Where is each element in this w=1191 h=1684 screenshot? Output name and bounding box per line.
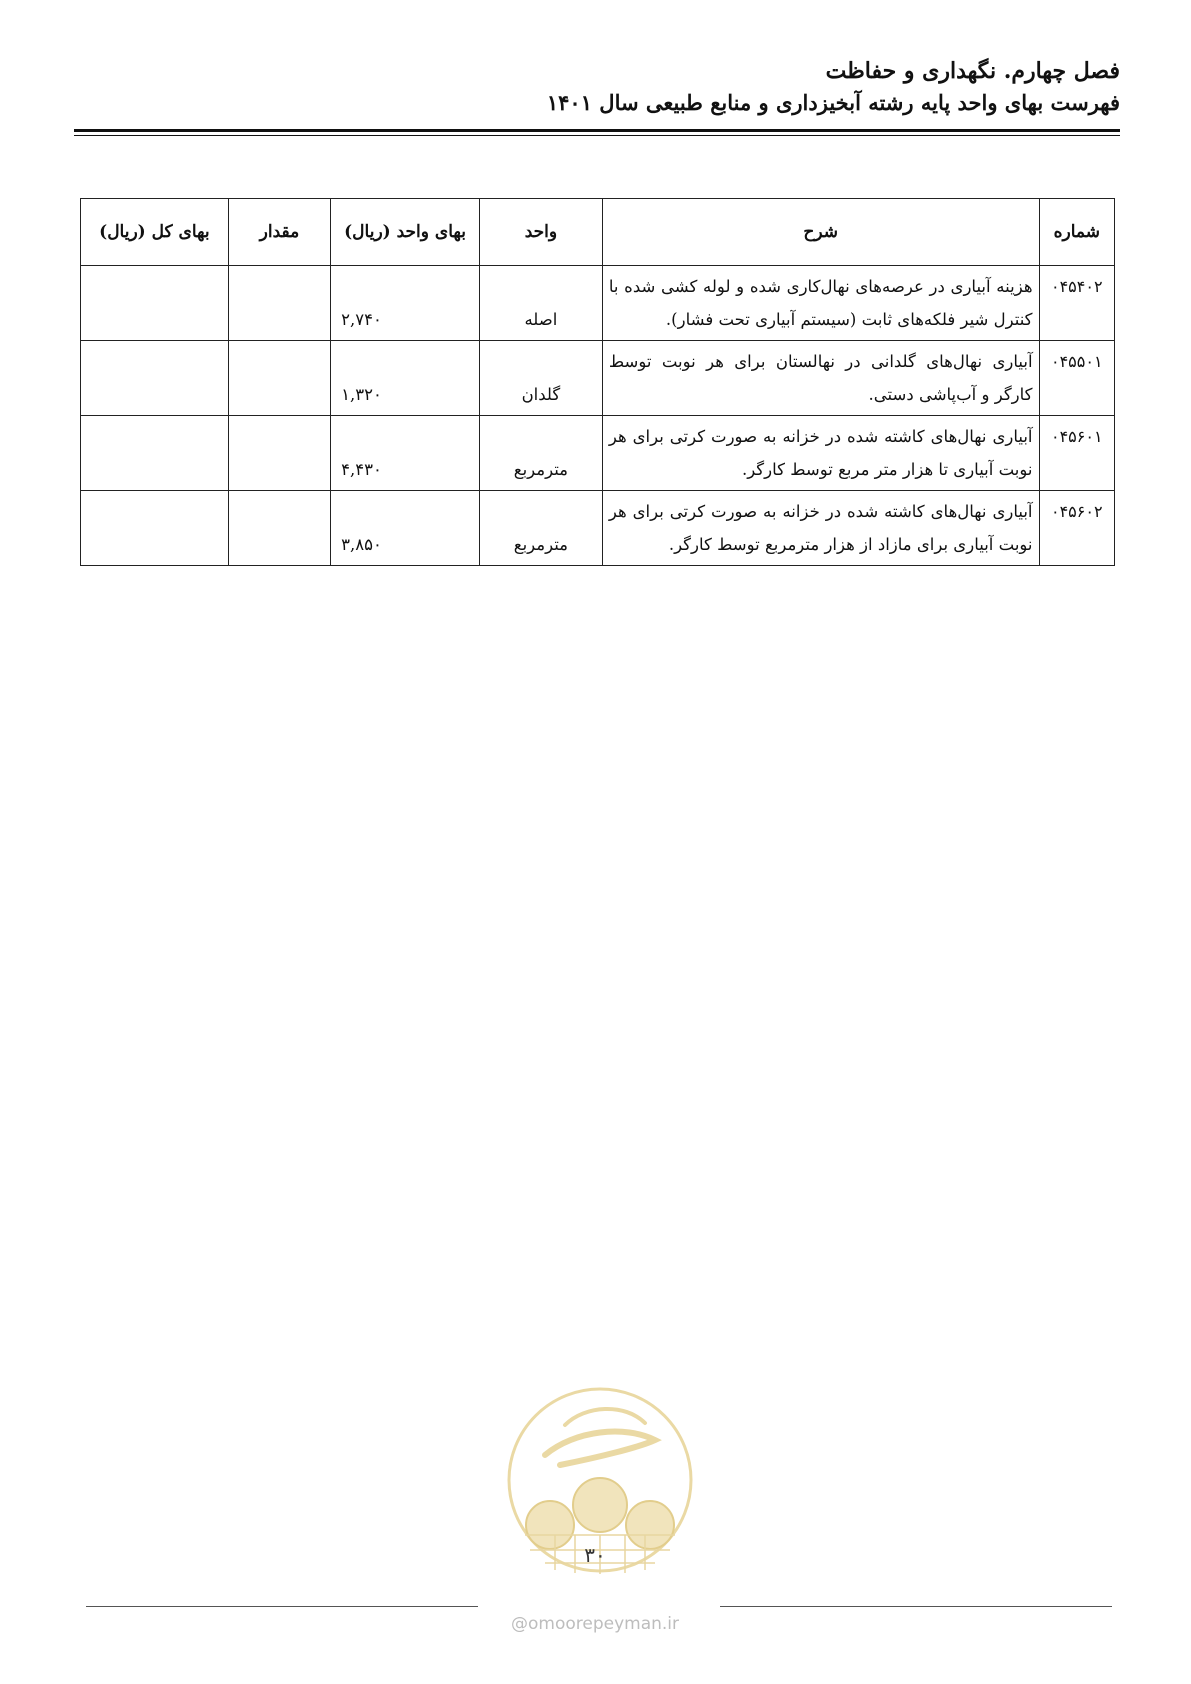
watermark-calligraphy: [545, 1432, 655, 1465]
item-unit-price: ۴,۴۳۰: [331, 416, 480, 491]
item-total: [81, 491, 229, 566]
header-desc: شرح: [602, 199, 1039, 266]
item-description: آبیاری نهال‌های کاشته شده در خزانه به صورت کرتی برای هر نوبت آبیاری برای مازاد از هزار مترمربع توسط کارگر.: [602, 491, 1039, 566]
item-description: هزینه آبیاری در عرصه‌های نهال‌کاری شده و لوله کشی شده با کنترل شیر فلکه‌های ثابت (سیستم آبیاری تحت فشار).: [602, 266, 1039, 341]
chapter-title: فصل چهارم. نگهداری و حفاظت: [825, 58, 1120, 84]
item-code: ۰۴۵۶۰۲: [1039, 491, 1114, 566]
item-unit-price: ۲,۷۴۰: [331, 266, 480, 341]
item-qty: [228, 416, 330, 491]
watermark-gear-right: [626, 1501, 674, 1549]
header-total: بهای کل (ریال): [81, 199, 229, 266]
table-row: [81, 416, 1115, 491]
footer-rule-left: [86, 1606, 478, 1607]
header-rule-thick: [74, 129, 1120, 132]
item-qty: [228, 341, 330, 416]
item-description: آبیاری نهال‌های کاشته شده در خزانه به صورت کرتی برای هر نوبت آبیاری تا هزار متر مربع توسط کارگر.: [602, 416, 1039, 491]
item-code: ۰۴۵۶۰۱: [1039, 416, 1114, 491]
item-code: ۰۴۵۵۰۱: [1039, 341, 1114, 416]
table-header-row: [81, 199, 1115, 266]
site-handle: @omoorepeyman.ir: [510, 1614, 680, 1634]
header-qty: مقدار: [228, 199, 330, 266]
item-description: آبیاری نهال‌های گلدانی در نهالستان برای هر نوبت توسط کارگر و آب‌پاشی دستی.: [602, 341, 1039, 416]
header-rule-thin: [74, 135, 1120, 136]
item-total: [81, 416, 229, 491]
item-total: [81, 266, 229, 341]
item-total: [81, 341, 229, 416]
item-code: ۰۴۵۴۰۲: [1039, 266, 1114, 341]
table-row: [81, 341, 1115, 416]
item-unit-price: ۳,۸۵۰: [331, 491, 480, 566]
header-code: شماره: [1039, 199, 1114, 266]
header-unit: واحد: [479, 199, 602, 266]
page-header: [74, 55, 1120, 119]
footer-rule-right: [720, 1606, 1112, 1607]
item-unit: اصله: [479, 266, 602, 341]
price-table: [80, 198, 1115, 566]
item-unit: مترمربع: [479, 416, 602, 491]
item-unit: مترمربع: [479, 491, 602, 566]
page-number: ۳۰: [584, 1543, 606, 1567]
catalog-title: فهرست بهای واحد پایه رشته آبخیزداری و منابع طبیعی سال ۱۴۰۱: [546, 90, 1120, 115]
watermark-calligraphy-stroke: [565, 1409, 645, 1425]
table-row: [81, 266, 1115, 341]
table-row: [81, 491, 1115, 566]
header-unit-price: بهای واحد (ریال): [331, 199, 480, 266]
item-qty: [228, 266, 330, 341]
item-unit-price: ۱,۳۲۰: [331, 341, 480, 416]
item-unit: گلدان: [479, 341, 602, 416]
watermark-gear-center: [573, 1478, 627, 1532]
item-qty: [228, 491, 330, 566]
watermark-gear-left: [526, 1501, 574, 1549]
